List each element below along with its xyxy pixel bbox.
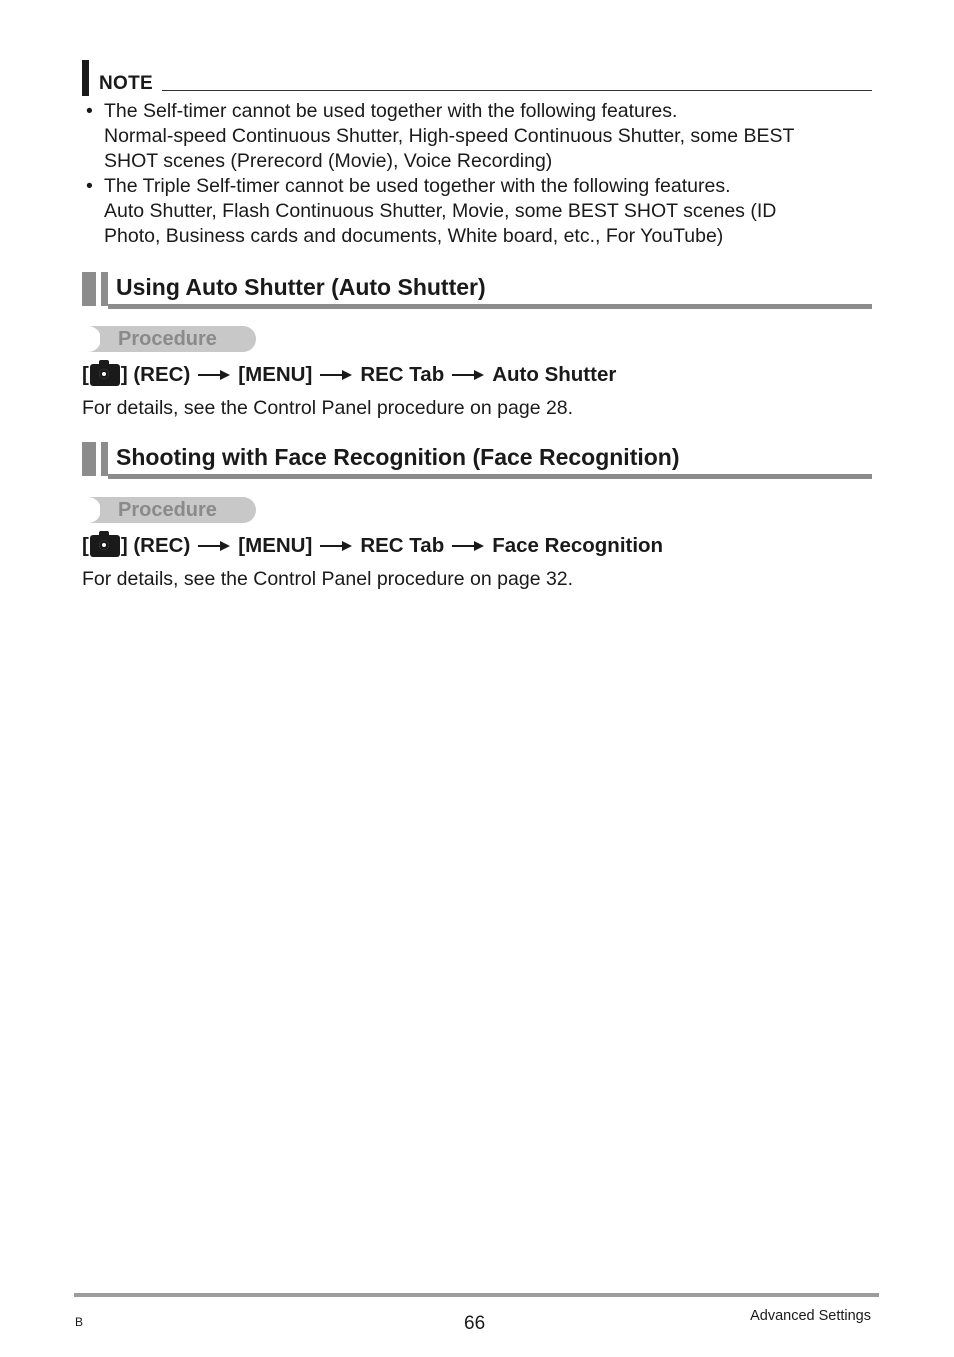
bullet: • [86,175,93,197]
note-header [82,60,872,96]
note-line: Normal-speed Continuous Shutter, High-speed Continuous Shutter, some BEST [104,125,795,147]
procedure-detail: For details, see the Control Panel procedure on page 32. [82,568,574,590]
section-marker-bar [82,442,96,476]
section-rule [108,304,872,309]
step-rec: ] (REC) [120,363,191,386]
section-rule [108,474,872,479]
step-target: Face Recognition [492,534,664,557]
procedure-step [82,532,663,560]
section-heading-face-recognition [82,442,872,480]
note-marker-bar [82,60,89,96]
procedure-step [82,361,616,389]
camera-icon [90,364,120,386]
arrow-right-icon [198,368,230,382]
procedure-label: Procedure [118,328,217,350]
procedure-label-badge [82,497,256,523]
step-tab: REC Tab [360,534,445,557]
step-tab: REC Tab [360,363,445,386]
page-number: 66 [464,1313,486,1334]
procedure-detail: For details, see the Control Panel procedure on page 28. [82,397,574,419]
note-line: The Triple Self-timer cannot be used together with the following features. [104,175,731,197]
section-marker-bar [101,442,108,476]
note-line: Auto Shutter, Flash Continuous Shutter, Movie, some BEST SHOT scenes (ID [104,200,777,222]
note-rule [162,90,872,91]
section-heading-auto-shutter [82,272,872,310]
note-line: SHOT scenes (Prerecord (Movie), Voice Recording) [104,150,553,172]
footer-rule [74,1293,879,1297]
note-label: NOTE [99,73,153,94]
step-menu: [MENU] [238,534,313,557]
footer-chapter: Advanced Settings [750,1308,871,1324]
section-marker-bar [82,272,96,306]
procedure-label-badge [82,326,256,352]
note-item [82,174,872,249]
procedure-label: Procedure [118,499,217,521]
arrow-right-icon [320,539,352,553]
arrow-right-icon [452,368,484,382]
footer-language-mark: B [75,1315,84,1329]
section-marker-bar [101,272,108,306]
arrow-right-icon [452,539,484,553]
arrow-right-icon [198,539,230,553]
procedure-notch-icon [82,326,100,352]
step-menu: [MENU] [238,363,313,386]
note-line: The Self-timer cannot be used together with the following features. [104,100,678,122]
step-rec: ] (REC) [120,534,191,557]
step-target: Auto Shutter [492,363,617,386]
arrow-right-icon [320,368,352,382]
section-title: Using Auto Shutter (Auto Shutter) [116,274,486,300]
section-title: Shooting with Face Recognition (Face Recognition) [116,444,680,470]
bullet: • [86,100,93,122]
note-line: Photo, Business cards and documents, White board, etc., For YouTube) [104,225,724,247]
note-list [82,99,872,249]
step-open-bracket: [ [82,363,89,386]
camera-icon [90,535,120,557]
note-item [82,99,872,174]
procedure-notch-icon [82,497,100,523]
step-open-bracket: [ [82,534,89,557]
